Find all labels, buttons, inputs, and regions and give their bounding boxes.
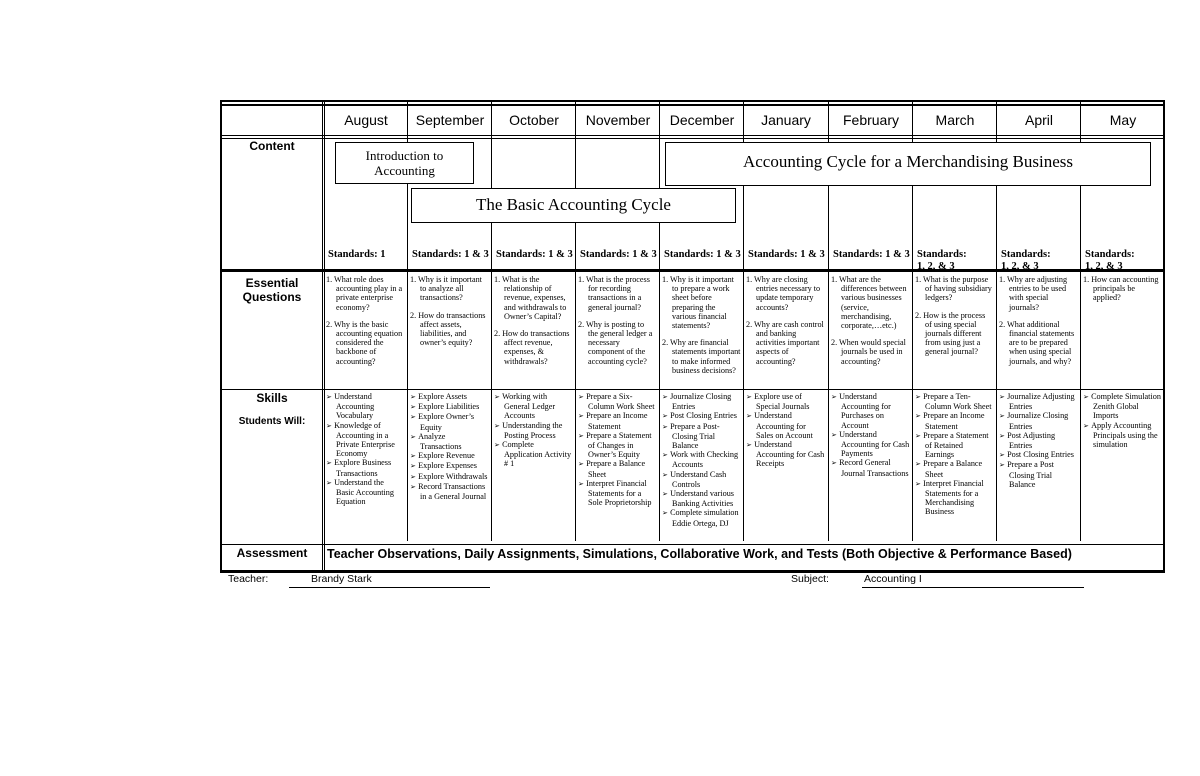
skill-text: Apply Accounting Principals using the simulation xyxy=(1091,420,1158,450)
arrow-bullet-icon: ➢ xyxy=(662,451,671,460)
skill-text: Explore Liabilities xyxy=(418,402,480,412)
arrow-bullet-icon: ➢ xyxy=(746,412,755,421)
month-header: October xyxy=(509,112,559,128)
row-label-skills: Skills xyxy=(256,391,288,405)
standards-label: Standards: 1 & 3 xyxy=(833,249,910,260)
row-divider xyxy=(222,138,1163,139)
essential-question: 1. What is the purpose of having subsidiary ledgers? xyxy=(915,275,992,303)
skill-text: Prepare a Balance Sheet xyxy=(586,459,646,479)
arrow-bullet-icon: ➢ xyxy=(410,432,419,441)
skills-cell xyxy=(746,392,825,469)
row-divider xyxy=(222,570,1163,571)
arrow-bullet-icon: ➢ xyxy=(662,393,671,401)
skill-text: Journalize Adjusting Entries xyxy=(1007,392,1075,412)
skill-item xyxy=(915,411,994,430)
standards-label: Standards: 1, 2, & 3 xyxy=(917,249,967,272)
skill-text: Explore Business Transactions xyxy=(334,458,392,478)
skill-text: Understand Accounting for Cash Payments xyxy=(839,429,910,459)
skill-text: Record General Journal Transactions xyxy=(839,458,909,478)
skill-item xyxy=(999,431,1078,450)
skills-cell xyxy=(831,392,910,478)
arrow-bullet-icon: ➢ xyxy=(746,441,755,450)
skills-cell xyxy=(999,392,1078,489)
teacher-underline xyxy=(289,587,490,588)
month-header: January xyxy=(761,112,811,128)
month-header: February xyxy=(842,112,900,128)
skill-text: Explore Revenue xyxy=(418,451,475,461)
skill-text: Understand the Basic Accounting Equation xyxy=(334,477,394,507)
skill-item xyxy=(662,508,741,527)
month-header: September xyxy=(415,112,485,128)
skill-item xyxy=(831,430,910,459)
skill-item xyxy=(410,432,488,451)
skill-text: Explore Owner’s Equity xyxy=(418,412,475,432)
skill-text: Understand Accounting for Purchases on Account xyxy=(839,392,891,430)
arrow-bullet-icon: ➢ xyxy=(410,482,419,491)
skill-item xyxy=(410,402,488,412)
questions-cell xyxy=(410,275,488,355)
skill-item xyxy=(999,460,1078,489)
arrow-bullet-icon: ➢ xyxy=(831,393,840,401)
skill-text: Knowledge of Accounting in a Private Enterprise Economy xyxy=(334,420,395,459)
month-header: March xyxy=(935,112,975,128)
skills-cell xyxy=(915,392,994,517)
skill-text: Complete Application Activity # 1 xyxy=(502,440,572,469)
skill-item xyxy=(999,411,1078,430)
arrow-bullet-icon: ➢ xyxy=(410,393,419,401)
arrow-bullet-icon: ➢ xyxy=(494,441,503,450)
skill-text: Prepare a Post Closing Trial Balance xyxy=(1007,460,1054,489)
skill-item xyxy=(326,458,404,477)
skill-text: Complete Simulation Zenith Global Imports xyxy=(1091,392,1161,421)
standards-label: Standards: 1 & 3 xyxy=(412,249,489,260)
row-label-assessment: Assessment xyxy=(236,546,308,560)
arrow-bullet-icon: ➢ xyxy=(326,478,335,487)
skill-item xyxy=(410,482,488,501)
arrow-bullet-icon: ➢ xyxy=(1083,421,1092,430)
arrow-bullet-icon: ➢ xyxy=(326,421,335,430)
skill-item xyxy=(410,392,488,402)
standards-label: Standards: 1 & 3 xyxy=(664,249,741,260)
arrow-bullet-icon: ➢ xyxy=(915,393,924,401)
questions-cell xyxy=(999,275,1078,374)
column-divider xyxy=(322,102,323,571)
arrow-bullet-icon: ➢ xyxy=(410,472,419,481)
essential-question: 1. What is the relationship of revenue, expenses, and withdrawals to Owner’s Capital? xyxy=(494,275,567,321)
skill-text: Understand Accounting for Cash Receipts xyxy=(754,440,825,469)
skill-item xyxy=(662,392,741,411)
skill-item xyxy=(999,392,1078,411)
questions-cell xyxy=(915,275,994,365)
arrow-bullet-icon: ➢ xyxy=(494,421,503,430)
skill-text: Complete simulation Eddie Ortega, DJ xyxy=(670,508,739,528)
skill-text: Prepare a Post-Closing Trial Balance xyxy=(670,421,720,451)
skill-item xyxy=(831,458,910,477)
skill-item xyxy=(999,450,1078,460)
skill-text: Analyze Transactions xyxy=(418,431,462,452)
teacher-label: Teacher: xyxy=(228,573,269,585)
column-divider xyxy=(324,102,325,571)
skill-item xyxy=(662,422,741,451)
skill-text: Prepare a Balance Sheet xyxy=(923,459,983,479)
essential-question: 1. What are the differences between various businesses (service, merchandising, corporate,…etc.) xyxy=(831,275,907,331)
content-box-introduction: Introduction to Accounting xyxy=(335,142,474,184)
skill-text: Understand Accounting Vocabulary xyxy=(334,392,375,421)
skill-item xyxy=(578,479,656,508)
subject-value: Accounting I xyxy=(864,573,922,585)
skill-item xyxy=(662,489,741,508)
skill-text: Prepare a Ten-Column Work Sheet xyxy=(923,392,992,412)
skill-text: Work with Checking Accounts xyxy=(670,450,739,470)
skill-item xyxy=(915,392,994,411)
essential-question: 1. Why is it important to analyze all transactions? xyxy=(410,275,482,303)
month-header: December xyxy=(669,112,735,128)
arrow-bullet-icon: ➢ xyxy=(410,403,419,412)
arrow-bullet-icon: ➢ xyxy=(494,393,503,401)
skill-text: Post Closing Entries xyxy=(670,411,737,421)
arrow-bullet-icon: ➢ xyxy=(915,412,924,421)
skills-cell xyxy=(494,392,572,469)
essential-question: 1. Why are closing entries necessary to update temporary accounts? xyxy=(746,275,821,312)
standards-label: Standards: 1 & 3 xyxy=(580,249,657,260)
arrow-bullet-icon: ➢ xyxy=(578,479,587,488)
subject-label: Subject: xyxy=(791,573,829,585)
essential-question: 1. Why is it important to prepare a work sheet before preparing the various financial statements? xyxy=(662,275,734,331)
skill-item xyxy=(578,459,656,478)
column-divider xyxy=(491,102,492,541)
skill-item xyxy=(915,431,994,460)
arrow-bullet-icon: ➢ xyxy=(662,509,671,518)
skill-text: Understand various Banking Activities xyxy=(670,489,734,509)
arrow-bullet-icon: ➢ xyxy=(746,393,755,401)
skill-item xyxy=(915,479,994,517)
month-header: May xyxy=(1109,112,1137,128)
subject-underline xyxy=(862,587,1084,588)
arrow-bullet-icon: ➢ xyxy=(662,470,671,479)
essential-question: 2. Why is posting to the general ledger a necessary component of the accounting cycle? xyxy=(578,319,653,366)
skills-cell xyxy=(578,392,656,507)
skill-item xyxy=(410,451,488,461)
skill-text: Prepare a Statement of Changes in Owner’s Equity xyxy=(586,430,652,460)
skill-text: Journalize Closing Entries xyxy=(1007,411,1069,431)
skill-text: Journalize Closing Entries xyxy=(670,392,732,412)
standards-label: Standards: 1, 2, & 3 xyxy=(1001,249,1051,272)
questions-cell xyxy=(831,275,910,374)
skill-item xyxy=(578,411,656,430)
arrow-bullet-icon: ➢ xyxy=(831,430,840,439)
skill-item xyxy=(410,461,488,471)
skill-text: Understand Accounting for Sales on Account xyxy=(754,411,813,440)
skill-item xyxy=(915,459,994,478)
skills-cell xyxy=(410,392,488,501)
skill-item xyxy=(410,412,488,431)
skill-item xyxy=(662,450,741,469)
arrow-bullet-icon: ➢ xyxy=(662,422,671,431)
questions-cell xyxy=(494,275,572,374)
essential-question: 1. What role does accounting play in a private enterprise economy? xyxy=(326,275,403,312)
skill-item xyxy=(662,470,741,489)
content-box-merchandising: Accounting Cycle for a Merchandising Business xyxy=(665,142,1151,186)
skill-item xyxy=(326,478,404,507)
arrow-bullet-icon: ➢ xyxy=(410,462,419,471)
arrow-bullet-icon: ➢ xyxy=(662,412,671,421)
arrow-bullet-icon: ➢ xyxy=(410,413,419,422)
skill-item xyxy=(746,392,825,411)
skill-text: Record Transactions in a General Journal xyxy=(418,481,487,502)
column-divider xyxy=(575,102,576,541)
skill-item xyxy=(746,440,825,469)
skill-text: Working with General Ledger Accounts xyxy=(502,392,556,421)
essential-question: 2. Why are financial statements important to make informed business decisions? xyxy=(662,338,741,375)
skill-item xyxy=(746,411,825,440)
row-divider xyxy=(222,544,1163,545)
skills-cell xyxy=(1083,392,1162,449)
arrow-bullet-icon: ➢ xyxy=(578,431,587,440)
essential-question: 2. How do transactions affect assets, liabilities, and owner’s equity? xyxy=(410,310,486,348)
essential-question: 2. What additional financial statements are to be prepared when using special journals, and why? xyxy=(999,319,1075,366)
essential-question: 1. How can accounting principals be applied? xyxy=(1083,275,1159,303)
row-label-students-will: Students Will: xyxy=(238,416,306,427)
essential-question: 2. When would special journals be used in accounting? xyxy=(831,338,906,366)
row-divider xyxy=(222,135,1163,136)
content-box-basic-cycle: The Basic Accounting Cycle xyxy=(411,188,736,223)
essential-question: 2. Why is the basic accounting equation considered the backbone of accounting? xyxy=(326,319,403,366)
month-header: August xyxy=(344,112,388,128)
arrow-bullet-icon: ➢ xyxy=(915,431,924,440)
skill-text: Explore use of Special Journals xyxy=(754,392,810,412)
questions-cell xyxy=(578,275,656,374)
questions-cell xyxy=(662,275,741,383)
skill-text: Post Adjusting Entries xyxy=(1007,430,1056,451)
skill-text: Prepare a Statement of Retained Earnings xyxy=(923,430,989,460)
arrow-bullet-icon: ➢ xyxy=(410,452,419,461)
essential-question: 2. How do transactions affect revenue, expenses, & withdrawals? xyxy=(494,329,570,366)
questions-cell xyxy=(746,275,825,374)
questions-cell xyxy=(326,275,404,374)
column-divider xyxy=(659,102,660,541)
month-header: November xyxy=(585,112,651,128)
arrow-bullet-icon: ➢ xyxy=(578,393,587,401)
essential-question: 1. What is the process for recording transactions in a general journal? xyxy=(578,275,650,312)
skills-cell xyxy=(662,392,741,528)
skill-text: Post Closing Entries xyxy=(1007,450,1074,460)
skill-text: Prepare an Income Statement xyxy=(923,411,985,431)
skill-text: Prepare an Income Statement xyxy=(586,411,648,431)
skill-text: Explore Expenses xyxy=(418,461,477,471)
questions-cell xyxy=(1083,275,1162,311)
skill-text: Interpret Financial Statements for a Merchandising Business xyxy=(923,478,984,517)
skill-item xyxy=(494,421,572,440)
arrow-bullet-icon: ➢ xyxy=(326,393,335,401)
arrow-bullet-icon: ➢ xyxy=(999,431,1008,440)
arrow-bullet-icon: ➢ xyxy=(662,490,671,499)
skill-item xyxy=(578,431,656,460)
standards-label: Standards: 1 & 3 xyxy=(748,249,825,260)
skill-item xyxy=(326,421,404,459)
row-divider xyxy=(222,389,1163,390)
curriculum-map-table xyxy=(220,100,1165,573)
arrow-bullet-icon: ➢ xyxy=(831,459,840,468)
standards-label: Standards: 1 & 3 xyxy=(496,249,573,260)
skill-text: Explore Withdrawals xyxy=(418,471,488,481)
arrow-bullet-icon: ➢ xyxy=(326,459,335,468)
skills-cell xyxy=(326,392,404,506)
arrow-bullet-icon: ➢ xyxy=(578,460,587,469)
arrow-bullet-icon: ➢ xyxy=(1083,393,1092,401)
skill-item xyxy=(1083,392,1162,421)
essential-question: 1. Why are adjusting entries to be used with special journals? xyxy=(999,275,1068,312)
assessment-text: Teacher Observations, Daily Assignments, Simulations, Collaborative Work, and Tests (Both Objective & Performance Based) xyxy=(327,547,1072,561)
skill-item xyxy=(326,392,404,421)
skill-text: Interpret Financial Statements for a Sole Proprietorship xyxy=(586,478,652,508)
skill-item xyxy=(494,392,572,421)
essential-question: 2. Why are cash control and banking activities important aspects of accounting? xyxy=(746,319,824,366)
arrow-bullet-icon: ➢ xyxy=(578,412,587,421)
standards-label: Standards: 1, 2, & 3 xyxy=(1085,249,1135,272)
skill-text: Prepare a Six-Column Work Sheet xyxy=(586,392,655,412)
arrow-bullet-icon: ➢ xyxy=(915,479,924,488)
skill-item xyxy=(1083,421,1162,450)
arrow-bullet-icon: ➢ xyxy=(999,393,1008,401)
arrow-bullet-icon: ➢ xyxy=(999,412,1008,421)
teacher-name: Brandy Stark xyxy=(311,573,372,585)
skill-text: Understanding the Posting Process xyxy=(502,420,563,440)
skill-item xyxy=(410,472,488,482)
skill-text: Explore Assets xyxy=(418,392,467,401)
skill-item xyxy=(831,392,910,430)
arrow-bullet-icon: ➢ xyxy=(915,460,924,469)
essential-question: 2. How is the process of using special journals different from using just a general journal? xyxy=(915,310,986,357)
arrow-bullet-icon: ➢ xyxy=(999,461,1008,470)
month-header: April xyxy=(1024,112,1053,128)
skill-text: Understand Cash Controls xyxy=(670,469,727,489)
arrow-bullet-icon: ➢ xyxy=(999,451,1008,460)
standards-label: Standards: 1 xyxy=(328,249,386,260)
skill-item xyxy=(662,411,741,421)
skill-item xyxy=(578,392,656,411)
row-label-essential-questions: Essential Questions xyxy=(242,276,302,304)
skill-item xyxy=(494,440,572,469)
row-label-content: Content xyxy=(249,139,295,153)
